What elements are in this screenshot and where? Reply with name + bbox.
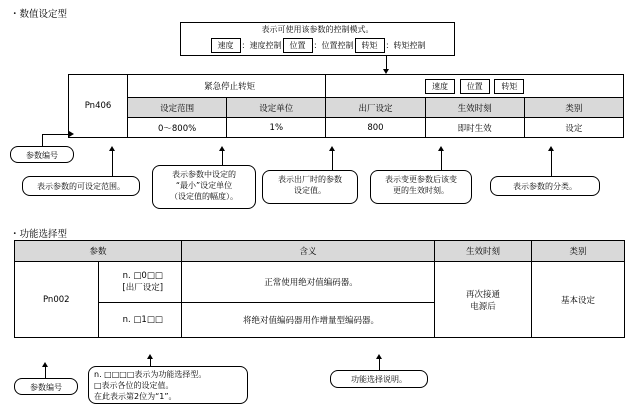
control-mode-callout	[180, 22, 455, 56]
leader-range	[112, 150, 113, 176]
validation-callout	[370, 170, 472, 204]
leader-range-arrow	[109, 146, 115, 151]
numeric-header-range: 设定范围	[128, 98, 227, 118]
range-callout: 表示参数的可设定范围。	[22, 176, 140, 196]
numeric-header-classification: 类别	[524, 98, 623, 118]
numeric-header-unit: 设定单位	[227, 98, 326, 118]
numeric-header-validation: 生效时刻	[425, 98, 524, 118]
leader-validation-arrow	[438, 146, 444, 151]
unit-callout	[152, 165, 256, 209]
leader-unit	[222, 150, 223, 165]
numeric-table-value-row	[69, 118, 624, 138]
function-meaning-callout: 功能选择说明。	[330, 370, 428, 388]
leader-factory-arrow	[329, 146, 335, 151]
leader-fn-meaning	[379, 358, 380, 370]
table-mode-key-torque: 转矩	[494, 79, 524, 94]
leader-validation	[441, 150, 442, 170]
function-header-param: 参数	[15, 241, 182, 262]
unit-callout-line2: “最小”设定单位	[175, 180, 233, 190]
mode-key-position-desc: ：位置控制	[313, 40, 354, 50]
leader-param-no-arrow	[69, 131, 74, 137]
numeric-table-subheader-row	[69, 98, 624, 118]
function-code-2-line1: n. □1□□	[122, 315, 163, 325]
function-validation-cell	[435, 262, 532, 338]
function-code-cell-1	[98, 262, 182, 303]
numeric-value-unit: 1%	[227, 118, 326, 138]
numeric-header-factory: 出厂设定	[326, 98, 425, 118]
leader-fn-param-no-arrow	[42, 362, 48, 367]
numeric-table-header-row	[69, 75, 624, 98]
mode-key-position: 位置	[283, 38, 313, 53]
function-code-callout-line3: 在此表示第2位为“1”。	[94, 391, 177, 401]
function-classification-cell: 基本设定	[532, 262, 625, 338]
leader-classification	[551, 150, 552, 176]
mode-key-torque: 转矩	[355, 38, 385, 53]
factory-callout-line2: 设定值。	[294, 185, 326, 195]
numeric-section-title: ・数值设定型	[10, 9, 68, 20]
numeric-param-name-cell: 紧急停止转矩	[128, 75, 326, 98]
numeric-param-no-cell: Pn406	[69, 75, 128, 138]
factory-callout-line1: 表示出厂时的参数	[278, 175, 342, 184]
leader-classification-arrow	[548, 146, 554, 151]
leader-unit-arrow	[219, 146, 225, 151]
table-mode-key-position: 位置	[460, 79, 490, 94]
mode-key-speed-desc: ：速度控制	[241, 40, 282, 50]
validation-callout-line1: 表示变更参数后该变	[385, 175, 457, 184]
numeric-value-classification: 设定	[524, 118, 623, 138]
function-header-validation: 生效时刻	[435, 241, 532, 262]
function-validation-line2: 电源后	[470, 301, 496, 312]
classification-callout: 表示参数的分类。	[490, 176, 600, 196]
function-param-no-callout: 参数编号	[14, 378, 78, 395]
function-section-title: ・功能选择型	[10, 229, 68, 240]
mode-key-torque-desc: ：转矩控制	[385, 40, 426, 50]
leader-fn-code	[150, 358, 151, 366]
control-mode-callout-line1: 表示可使用该参数的控制模式。	[261, 25, 374, 34]
unit-callout-line3: （设定值的幅度）。	[170, 191, 238, 201]
function-validation-line1: 再次接通	[465, 289, 500, 300]
leader-mode	[386, 56, 387, 70]
function-code-cell-2	[98, 303, 182, 338]
numeric-mode-cell	[326, 75, 624, 98]
leader-fn-code-arrow	[147, 354, 153, 359]
function-code-callout-line2: □表示各位的设定值。	[94, 380, 174, 390]
function-meaning-cell-2: 将绝对值编码器用作增量型编码器。	[182, 303, 435, 338]
unit-callout-line1: 表示参数中设定的	[172, 170, 236, 179]
numeric-value-range: 0～800%	[128, 118, 227, 138]
numeric-value-factory: 800	[326, 118, 425, 138]
control-mode-key-list	[185, 38, 450, 53]
leader-param-no	[42, 134, 43, 146]
function-param-no-cell: Pn002	[15, 262, 99, 338]
function-header-meaning: 含义	[182, 241, 435, 262]
leader-factory	[332, 150, 333, 170]
function-table-header-row	[15, 241, 625, 262]
leader-fn-meaning-arrow	[376, 354, 382, 359]
numeric-param-no-callout: 参数编号	[10, 146, 74, 163]
function-header-classification: 类别	[532, 241, 625, 262]
function-code-callout-line1: n. □□□□表示为功能选择型。	[94, 370, 207, 379]
table-mode-key-speed: 速度	[425, 79, 455, 94]
function-code-1-line1: n. □0□□	[122, 271, 163, 281]
factory-callout	[262, 170, 358, 204]
numeric-param-table	[68, 74, 624, 138]
function-table-row-1	[15, 262, 625, 303]
validation-callout-line2: 更的生效时刻。	[393, 185, 449, 195]
function-code-1-line2: [出厂设定]	[122, 283, 164, 293]
function-param-table	[14, 240, 625, 338]
leader-param-no-h	[42, 134, 70, 135]
numeric-value-validation: 即时生效	[425, 118, 524, 138]
function-meaning-cell-1: 正常使用绝对值编码器。	[182, 262, 435, 303]
function-code-callout	[88, 366, 248, 404]
leader-fn-param-no	[45, 366, 46, 378]
mode-key-speed: 速度	[211, 38, 241, 53]
